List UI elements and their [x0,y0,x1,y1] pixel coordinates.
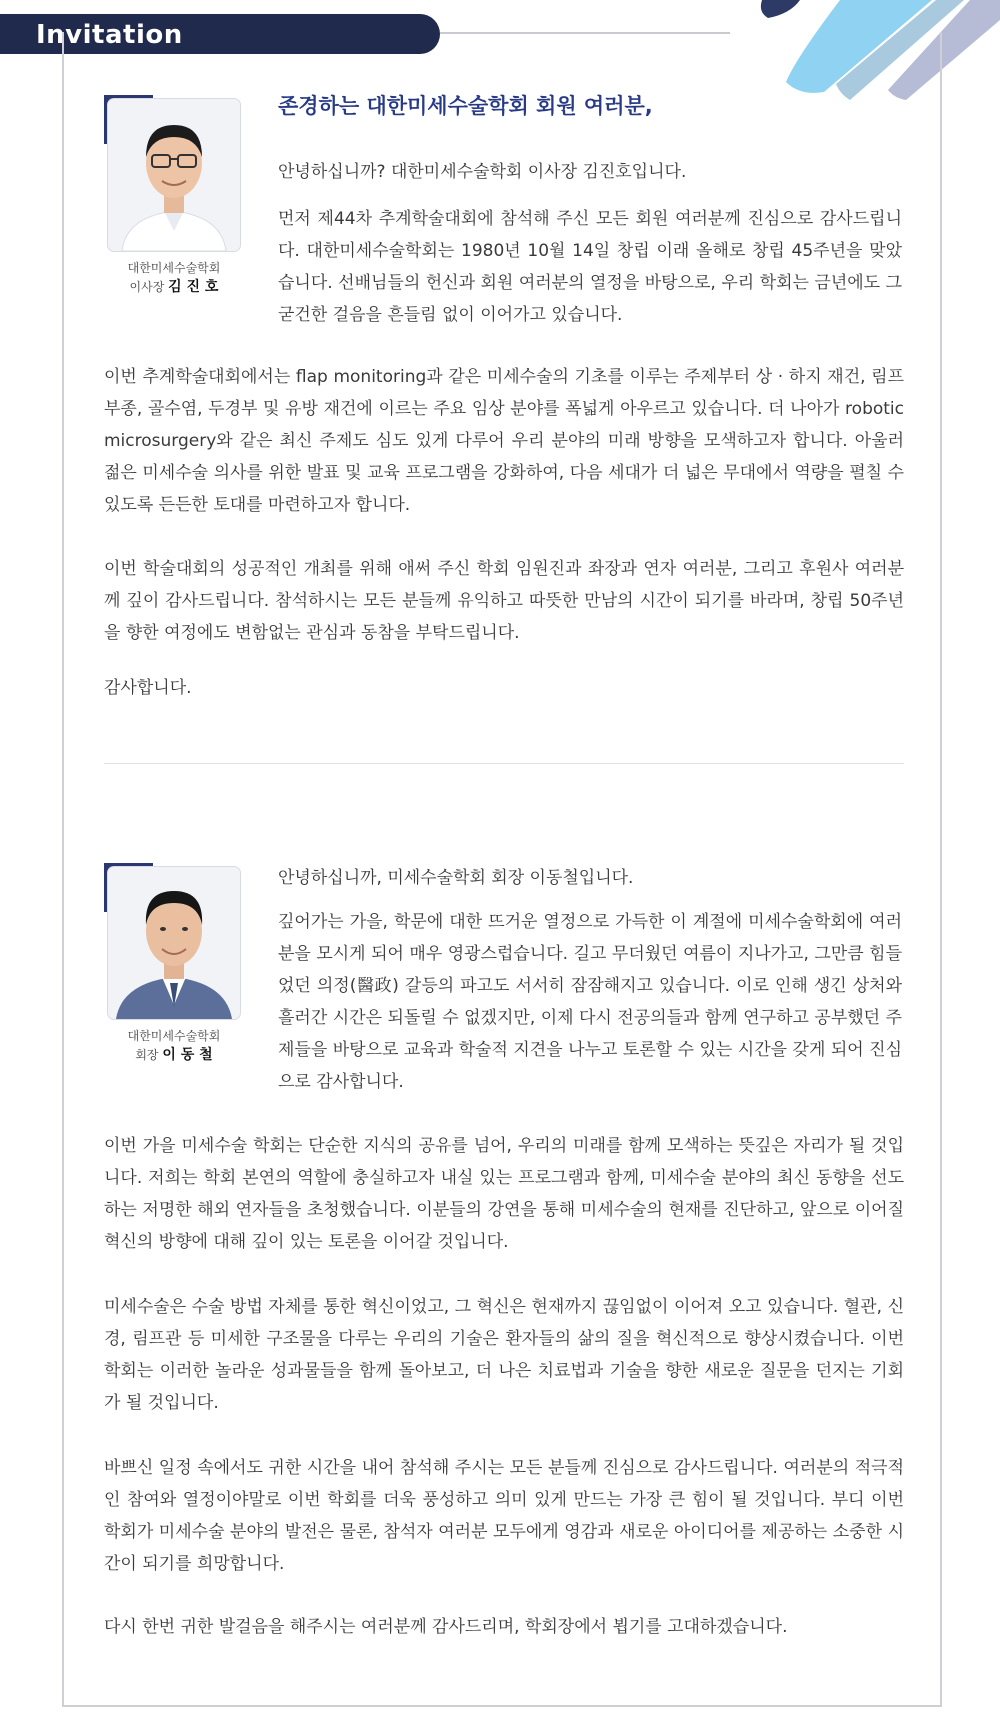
page-title: Invitation [36,20,183,50]
president-role: 회장 [135,1048,159,1062]
section-divider [104,763,904,764]
letter2-closing: 다시 한번 귀한 발걸음을 해주시는 여러분께 감사드리며, 학회장에서 뵙기를 고대하겠습니다. [104,1617,788,1637]
salutation: 존경하는 대한미세수술학회 회원 여러분, [278,94,653,118]
letter1-paragraph: 이번 추계학술대회에서는 flap monitoring과 같은 미세수술의 기초를 이루는 주제부터 상 · 하지 재건, 림프부종, 골수염, 두경부 및 유방 재건에 이르는 주요 임상 분야를 폭넓게 아우르고 있습니다. 더 나아가 robotic microsurgery와 같은 최신 주제도 심도 있게 다루어 우리 분야의 미래 방향을 모색하고자 합니다. 아울러 젊은 미세수술 의사를 위한 발표 및 교육 프로그램을 강화하여, 다음 세대가 더 넓은 무대에서 역량을 펼칠 수 있도록 든든한 토대를 마련하고자 합니다. [104,367,904,515]
letter2-paragraph: 이번 가을 미세수술 학회는 단순한 지식의 공유를 넘어, 우리의 미래를 함께 모색하는 뜻깊은 자리가 될 것입니다. 저희는 학회 본연의 역할에 충실하고자 내실 있는 프로그램과 함께, 미세수술 분야의 최신 동향을 선도하는 저명한 해외 연자들을 초청했습니다. 이분들의 강연을 통해 미세수술의 현재를 진단하고, 앞으로 이어질 혁신의 방향에 대해 깊이 있는 토론을 이어갈 것입니다. [104,1136,904,1252]
letter1-paragraph: 먼저 제44차 추계학술대회에 참석해 주신 모든 회원 여러분께 진심으로 감사드립니다. 대한미세수술학회는 1980년 10월 14일 창립 이래 올해로 창립 45주년을 맞았습니다. 선배님들의 헌신과 회원 여러분의 열정을 바탕으로, 우리 학회는 금년에도 그 굳건한 걸음을 흔들림 없이 이어가고 있습니다. [278,209,902,325]
letter2-paragraph: 미세수술은 수술 방법 자체를 통한 혁신이었고, 그 혁신은 현재까지 끊임없이 이어져 오고 있습니다. 혈관, 신경, 림프관 등 미세한 구조물을 다루는 우리의 기술은 환자들의 삶의 질을 혁신적으로 향상시켰습니다. 이번 학회는 이러한 놀라운 성과물들을 함께 돌아보고, 더 나은 치료법과 기술을 향한 새로운 질문을 던지는 기회가 될 것입니다. [104,1297,904,1413]
letter2-paragraph: 바쁘신 일정 속에서도 귀한 시간을 내어 참석해 주시는 모든 분들께 진심으로 감사드립니다. 여러분의 적극적인 참여와 열정이야말로 이번 학회를 더욱 풍성하고 의미 있게 만드는 가장 큰 힘이 될 것입니다. 부디 이번 학회가 미세수술 분야의 발전은 물론, 참석자 여러분 모두에게 영감과 새로운 아이디어를 제공하는 소중한 시간이 되기를 희망합니다. [104,1458,904,1574]
letter1-paragraph: 안녕하십니까? 대한미세수술학회 이사장 김진호입니다. [278,162,687,182]
president-photo [108,867,240,1019]
chairman-caption [89,259,259,297]
chairman-photo [108,99,240,251]
president-caption [89,1027,259,1065]
chairman-name: 김 진 호 [168,279,219,295]
president-org: 대한미세수술학회 [127,1029,221,1043]
letter1-closing: 감사합니다. [104,678,192,698]
chairman-org: 대한미세수술학회 [127,261,221,275]
letter2-paragraph: 안녕하십니까, 미세수술학회 회장 이동철입니다. [278,868,634,888]
person-portrait-icon [108,99,240,251]
president-name: 이 동 철 [162,1047,213,1063]
chairman-role: 이사장 [129,280,165,294]
letter2-paragraph: 깊어가는 가을, 학문에 대한 뜨거운 열정으로 가득한 이 계절에 미세수술학회에 여러분을 모시게 되어 매우 영광스럽습니다. 길고 무더웠던 여름이 지나가고, 그만큼 힘들었던 의정(醫政) 갈등의 파고도 서서히 잠잠해지고 있습니다. 이로 인해 생긴 상처와 흘러간 시간은 되돌릴 수 없겠지만, 이제 다시 전공의들과 함께 연구하고 공부했던 주제들을 바탕으로 교육과 학술적 지견을 나누고 토론할 수 있는 시간을 갖게 되어 진심으로 감사합니다. [278,912,902,1092]
person-portrait-icon [108,867,240,1019]
letter1-paragraph: 이번 학술대회의 성공적인 개최를 위해 애써 주신 학회 임원진과 좌장과 연자 여러분, 그리고 후원사 여러분께 깊이 감사드립니다. 참석하시는 모든 분들께 유익하고 따뜻한 만남의 시간이 되기를 바라며, 창립 50주년을 향한 여정에도 변함없는 관심과 동참을 부탁드립니다. [104,559,904,643]
